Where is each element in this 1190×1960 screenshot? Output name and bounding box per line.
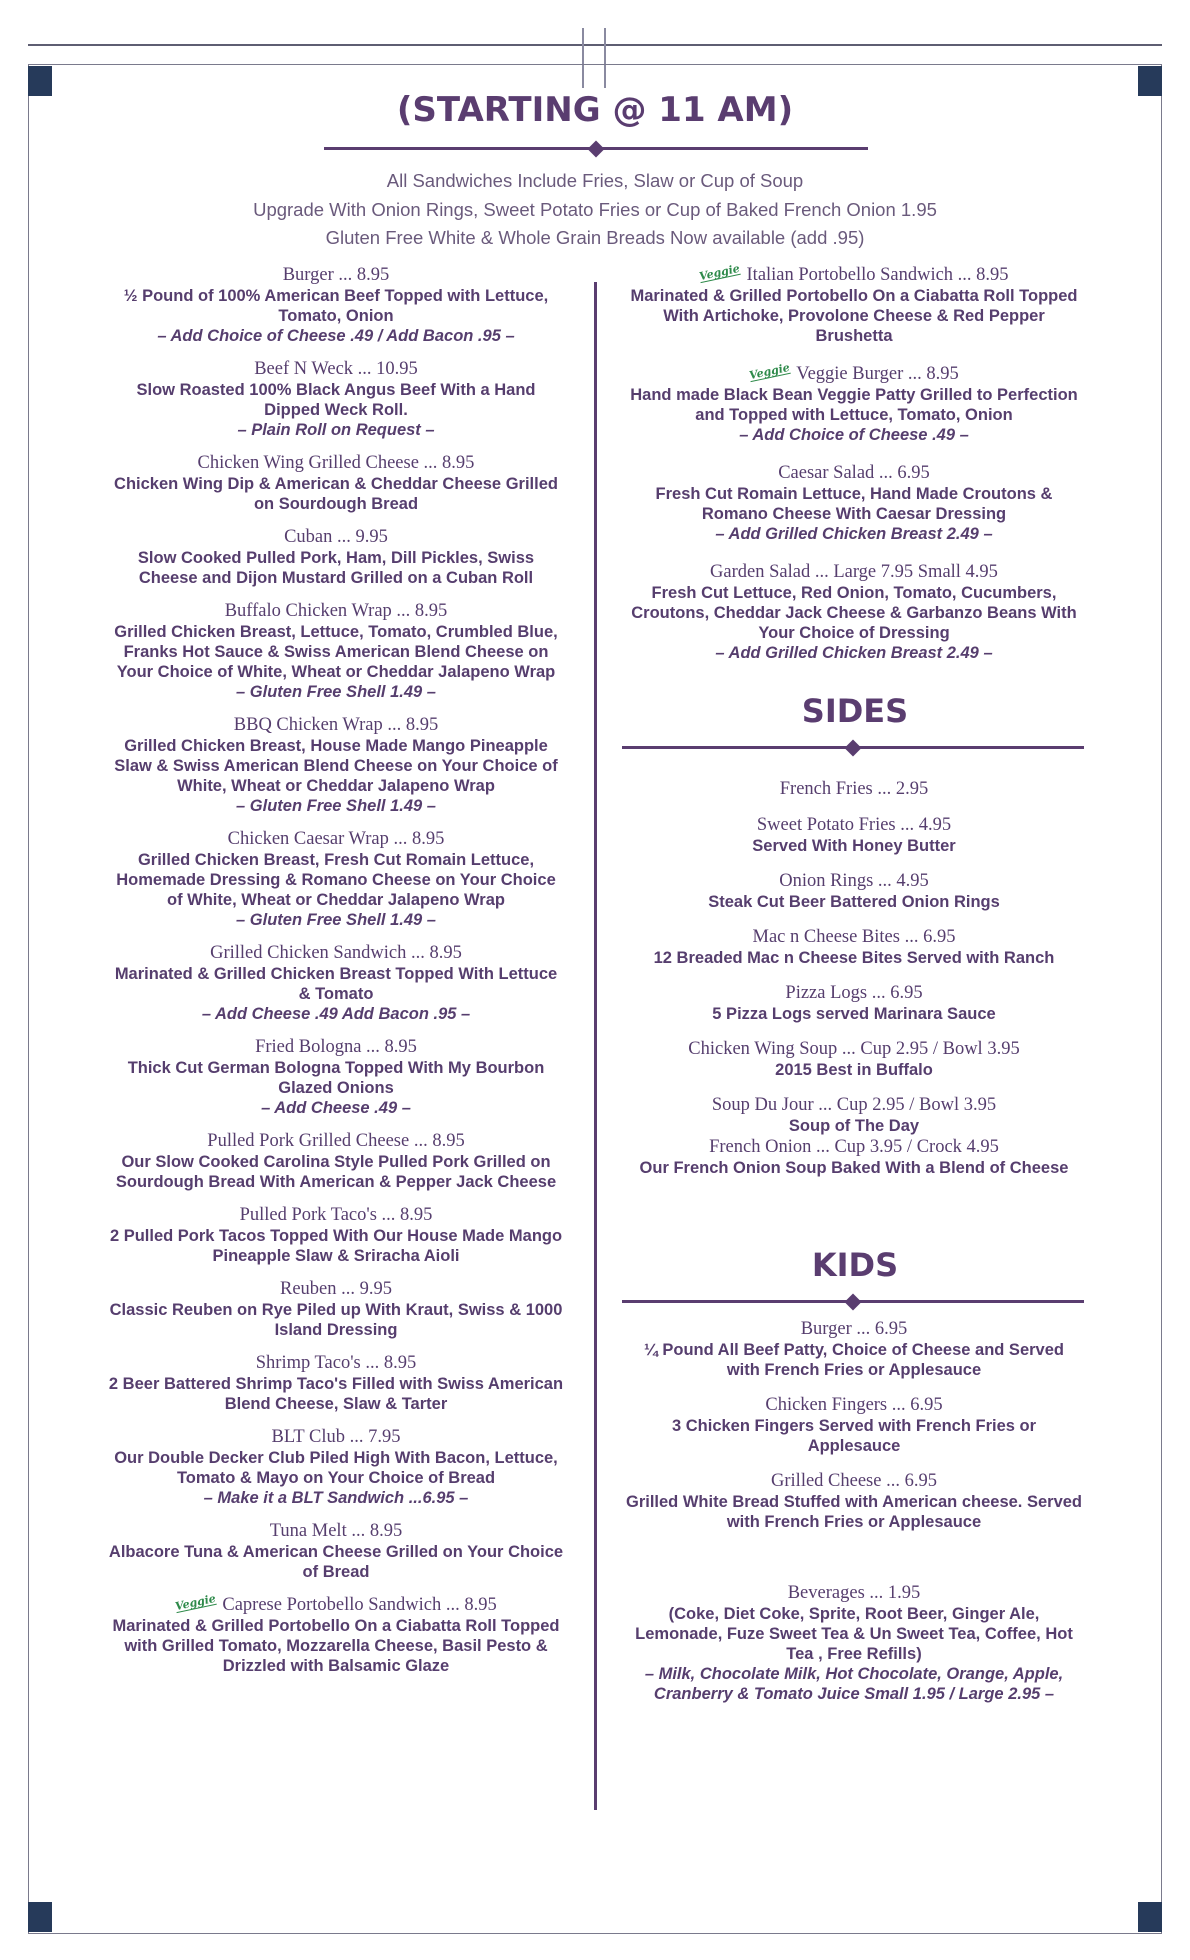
menu-item [108, 358, 564, 440]
menu-item [626, 561, 1082, 663]
menu-item [108, 264, 564, 346]
beverages-desc: (Coke, Diet Coke, Sprite, Root Beer, Ginger Ale, Lemonade, Fuze Sweet Tea & Un Sweet Tea, Coffee, Hot Tea , Free Refills) [635, 1605, 1073, 1663]
page-title: (STARTING @ 11 AM) [396, 90, 794, 130]
menu-item-title: Beef N Weck ... 10.95 [254, 359, 418, 379]
menu-item [108, 1591, 564, 1676]
menu-item-description: Hand made Black Bean Veggie Patty Grilled to Perfection and Topped with Lettuce, Tomato, Onion [630, 386, 1078, 424]
menu-item-description: ¼ Pound All Beef Patty, Choice of Cheese and Served with French Fries or Applesauce [644, 1341, 1064, 1379]
menu-item-description: Grilled Chicken Breast, Fresh Cut Romain Lettuce, Homemade Dressing & Romano Cheese on Your Choice of White, Wheat or Cheddar Jalapeno Wrap [116, 851, 556, 909]
menu-item-name [108, 714, 564, 736]
menu-item-description: Our French Onion Soup Baked With a Blend of Cheese [639, 1159, 1069, 1177]
menu-item-title: BBQ Chicken Wrap ... 8.95 [233, 715, 439, 735]
menu-item [626, 778, 1082, 800]
corner-bottom-left [28, 1902, 52, 1932]
menu-item-name [108, 1591, 564, 1616]
corner-bottom-right [1138, 1902, 1162, 1932]
menu-item-title: Chicken Fingers ... 6.95 [765, 1395, 943, 1415]
menu-item-name [108, 600, 564, 622]
menu-item-title: Veggie Burger ... 8.95 [796, 364, 959, 384]
menu-item-title: French Fries ... 2.95 [779, 779, 929, 799]
menu-item-name [626, 261, 1082, 286]
menu-item-name [108, 942, 564, 964]
menu-item-description: Chicken Wing Dip & American & Cheddar Cheese Grilled on Sourdough Bread [114, 475, 558, 513]
veggie-icon: Veggie [174, 1591, 218, 1614]
menu-item-name [626, 1038, 1082, 1060]
menu-item-description: Classic Reuben on Rye Piled up With Kraut, Swiss & 1000 Island Dressing [109, 1301, 563, 1339]
menu-item-title: Reuben ... 9.95 [279, 1279, 392, 1299]
menu-item-description: 12 Breaded Mac n Cheese Bites Served with Ranch [653, 949, 1055, 967]
menu-item [108, 1036, 564, 1118]
menu-item-description: Fresh Cut Romain Lettuce, Hand Made Croutons & Romano Cheese With Caesar Dressing [655, 485, 1053, 523]
menu-item [626, 1038, 1082, 1080]
menu-item-description: Grilled Chicken Breast, House Made Mango Pineapple Slaw & Swiss American Blend Cheese on Your Choice of White, Wheat or Cheddar Jalapeno Wrap [114, 737, 558, 795]
menu-item [108, 828, 564, 930]
menu-item-note: – Add Grilled Chicken Breast 2.49 – [715, 644, 993, 662]
menu-item-description: Marinated & Grilled Portobello On a Ciabatta Roll Topped With Artichoke, Provolone Cheese & Red Pepper Brushetta [630, 287, 1078, 345]
menu-item-description: Grilled White Bread Stuffed with American cheese. Served with French Fries or Applesauce [626, 1493, 1083, 1531]
menu-item-title: Italian Portobello Sandwich ... 8.95 [746, 265, 1009, 285]
veggie-icon: Veggie [748, 360, 792, 383]
menu-item-description: Served With Honey Butter [752, 837, 956, 855]
menu-item-description: Marinated & Grilled Portobello On a Ciabatta Roll Topped with Grilled Tomato, Mozzarella Cheese, Basil Pesto & Drizzled with Balsamic Glaze [112, 1617, 560, 1675]
menu-item-title: French Onion ... Cup 3.95 / Crock 4.95 [709, 1137, 999, 1157]
beverages-name: Beverages ... 1.95 [787, 1583, 921, 1603]
menu-item [108, 526, 564, 588]
menu-item [108, 714, 564, 816]
menu-item-name [626, 1394, 1082, 1416]
menu-item [626, 982, 1082, 1024]
menu-item-name [108, 1352, 564, 1374]
menu-item [108, 452, 564, 514]
menu-item-name [108, 452, 564, 474]
menu-item-title: Burger ... 8.95 [282, 265, 390, 285]
menu-item [626, 360, 1082, 445]
menu-item-name [626, 778, 1082, 800]
menu-item-name [626, 982, 1082, 1004]
menu-item-name [626, 1318, 1082, 1340]
menu-item [626, 1394, 1082, 1456]
menu-item [626, 1094, 1082, 1136]
menu-item-description: Slow Roasted 100% Black Angus Beef With a Hand Dipped Weck Roll. [136, 381, 536, 419]
menu-item-name [108, 526, 564, 548]
menu-item-description: Fresh Cut Lettuce, Red Onion, Tomato, Cucumbers, Croutons, Cheddar Jack Cheese & Garbanzo Beans With Your Choice of Dressing [631, 584, 1077, 642]
menu-item-title: Garden Salad ... Large 7.95 Small 4.95 [710, 562, 998, 582]
menu-item-title: Pulled Pork Taco's ... 8.95 [239, 1205, 433, 1225]
menu-item [108, 1352, 564, 1414]
menu-item-name [626, 1470, 1082, 1492]
left-menu-column [108, 264, 564, 1688]
menu-item-title: Burger ... 6.95 [800, 1319, 908, 1339]
menu-item-note: – Make it a BLT Sandwich ...6.95 – [203, 1489, 469, 1507]
menu-item-note: – Gluten Free Shell 1.49 – [236, 797, 436, 815]
menu-item-description: Slow Cooked Pulled Pork, Ham, Dill Pickles, Swiss Cheese and Dijon Mustard Grilled on a Cuban Roll [137, 549, 535, 587]
menu-item [108, 942, 564, 1024]
menu-item [626, 1318, 1082, 1380]
menu-item-name [626, 814, 1082, 836]
menu-item-description: Thick Cut German Bologna Topped With My Bourbon Glazed Onions [127, 1059, 545, 1097]
menu-item-name [108, 828, 564, 850]
menu-item-description: ½ Pound of 100% American Beef Topped with Lettuce, Tomato, Onion [123, 287, 549, 325]
menu-item-title: Sweet Potato Fries ... 4.95 [756, 815, 952, 835]
menu-item-title: Fried Bologna ... 8.95 [255, 1037, 417, 1057]
menu-item-name [108, 1520, 564, 1542]
menu-item-name [626, 1136, 1082, 1158]
menu-item-title: Tuna Melt ... 8.95 [269, 1521, 403, 1541]
menu-item-name [626, 360, 1082, 385]
menu-item [626, 261, 1082, 346]
menu-item-description: 3 Chicken Fingers Served with French Fries or Applesauce [671, 1417, 1037, 1455]
menu-item-name [108, 1278, 564, 1300]
menu-item-name [626, 561, 1082, 583]
beverages-block [626, 1582, 1082, 1704]
kids-list [626, 1318, 1082, 1546]
menu-item [626, 462, 1082, 544]
sides-title: SIDES [801, 692, 909, 730]
menu-item-name [626, 926, 1082, 948]
menu-item-title: Mac n Cheese Bites ... 6.95 [752, 927, 956, 947]
menu-item [108, 1278, 564, 1340]
menu-item-name [626, 462, 1082, 484]
menu-item-title: BLT Club ... 7.95 [271, 1427, 401, 1447]
menu-item-description: Albacore Tuna & American Cheese Grilled on Your Choice of Bread [108, 1543, 564, 1581]
menu-item-title: Grilled Chicken Sandwich ... 8.95 [210, 943, 462, 963]
menu-item-name [108, 1426, 564, 1448]
menu-item-title: Pizza Logs ... 6.95 [785, 983, 923, 1003]
menu-item-title: Pulled Pork Grilled Cheese ... 8.95 [207, 1131, 465, 1151]
kids-title: KIDS [811, 1246, 899, 1284]
menu-item-description: Our Double Decker Club Piled High With Bacon, Lettuce, Tomato & Mayo on Your Choice of Bread [114, 1449, 558, 1487]
menu-item-description: Marinated & Grilled Chicken Breast Topped With Lettuce & Tomato [114, 965, 558, 1003]
intro-line: All Sandwiches Include Fries, Slaw or Cup of Soup [386, 170, 804, 191]
menu-item-title: Caesar Salad ... 6.95 [778, 463, 930, 483]
menu-item [108, 1426, 564, 1508]
menu-item-description: Steak Cut Beer Battered Onion Rings [708, 893, 1000, 911]
menu-item [626, 870, 1082, 912]
menu-item-title: Cuban ... 9.95 [284, 527, 388, 547]
menu-item-description: 2015 Best in Buffalo [775, 1061, 933, 1079]
menu-item-name [108, 1036, 564, 1058]
intro-text [0, 167, 1190, 253]
menu-item-description: 5 Pizza Logs served Marinara Sauce [712, 1005, 996, 1023]
menu-item [626, 926, 1082, 968]
menu-item-description: 2 Beer Battered Shrimp Taco's Filled with Swiss American Blend Cheese, Slaw & Tarter [108, 1375, 564, 1413]
intro-line: Upgrade With Onion Rings, Sweet Potato Fries or Cup of Baked French Onion 1.95 [253, 198, 937, 220]
menu-item-note: – Add Cheese .49 – [261, 1099, 411, 1117]
right-menu-column [626, 261, 1082, 680]
top-rule [28, 44, 1162, 46]
beverages-note: – Milk, Chocolate Milk, Hot Chocolate, Orange, Apple, Cranberry & Tomato Juice Small 1.95 / Large 2.95 – [644, 1665, 1064, 1703]
menu-item-name [626, 870, 1082, 892]
menu-item-name [108, 358, 564, 380]
menu-item-name [108, 1130, 564, 1152]
menu-item [626, 1136, 1082, 1178]
menu-item-note: – Add Grilled Chicken Breast 2.49 – [715, 525, 993, 543]
menu-item-title: Grilled Cheese ... 6.95 [771, 1471, 937, 1491]
menu-item-title: Chicken Wing Grilled Cheese ... 8.95 [197, 453, 475, 473]
sides-list [626, 778, 1082, 1192]
menu-item-title: Onion Rings ... 4.95 [779, 871, 929, 891]
menu-item-note: – Add Choice of Cheese .49 / Add Bacon .95 – [157, 327, 515, 345]
menu-item [626, 814, 1082, 856]
menu-item-title: Soup Du Jour ... Cup 2.95 / Bowl 3.95 [711, 1095, 997, 1115]
menu-item-title: Caprese Portobello Sandwich ... 8.95 [222, 1595, 497, 1615]
menu-item-note: – Gluten Free Shell 1.49 – [236, 683, 436, 701]
menu-item-description: Soup of The Day [788, 1117, 920, 1135]
menu-item [108, 600, 564, 702]
menu-item-name [108, 1204, 564, 1226]
menu-item-note: – Add Cheese .49 Add Bacon .95 – [201, 1005, 471, 1023]
column-divider [594, 282, 597, 1810]
menu-item [108, 1130, 564, 1192]
menu-item-description: Our Slow Cooked Carolina Style Pulled Pork Grilled on Sourdough Bread With American & Pepper Jack Cheese [115, 1153, 557, 1191]
menu-item-name [108, 264, 564, 286]
menu-item-title: Chicken Wing Soup ... Cup 2.95 / Bowl 3.95 [688, 1039, 1020, 1059]
menu-item-note: – Plain Roll on Request – [237, 421, 435, 439]
menu-item-note: – Gluten Free Shell 1.49 – [236, 911, 436, 929]
menu-item [108, 1204, 564, 1266]
menu-item-title: Shrimp Taco's ... 8.95 [255, 1353, 417, 1373]
veggie-icon: Veggie [698, 261, 742, 284]
menu-item-title: Chicken Caesar Wrap ... 8.95 [227, 829, 445, 849]
menu-item-description: 2 Pulled Pork Tacos Topped With Our House Made Mango Pineapple Slaw & Sriracha Aioli [109, 1227, 563, 1265]
intro-line: Gluten Free White & Whole Grain Breads Now available (add .95) [325, 227, 865, 248]
menu-item-note: – Add Choice of Cheese .49 – [739, 426, 969, 444]
menu-item [626, 1470, 1082, 1532]
menu-item-description: Grilled Chicken Breast, Lettuce, Tomato, Crumbled Blue, Franks Hot Sauce & Swiss American Blend Cheese on Your Choice of White, Wheat or Cheddar Jalapeno Wrap [114, 623, 558, 681]
menu-item-title: Buffalo Chicken Wrap ... 8.95 [224, 601, 448, 621]
menu-item-name [626, 1094, 1082, 1116]
menu-item [108, 1520, 564, 1582]
